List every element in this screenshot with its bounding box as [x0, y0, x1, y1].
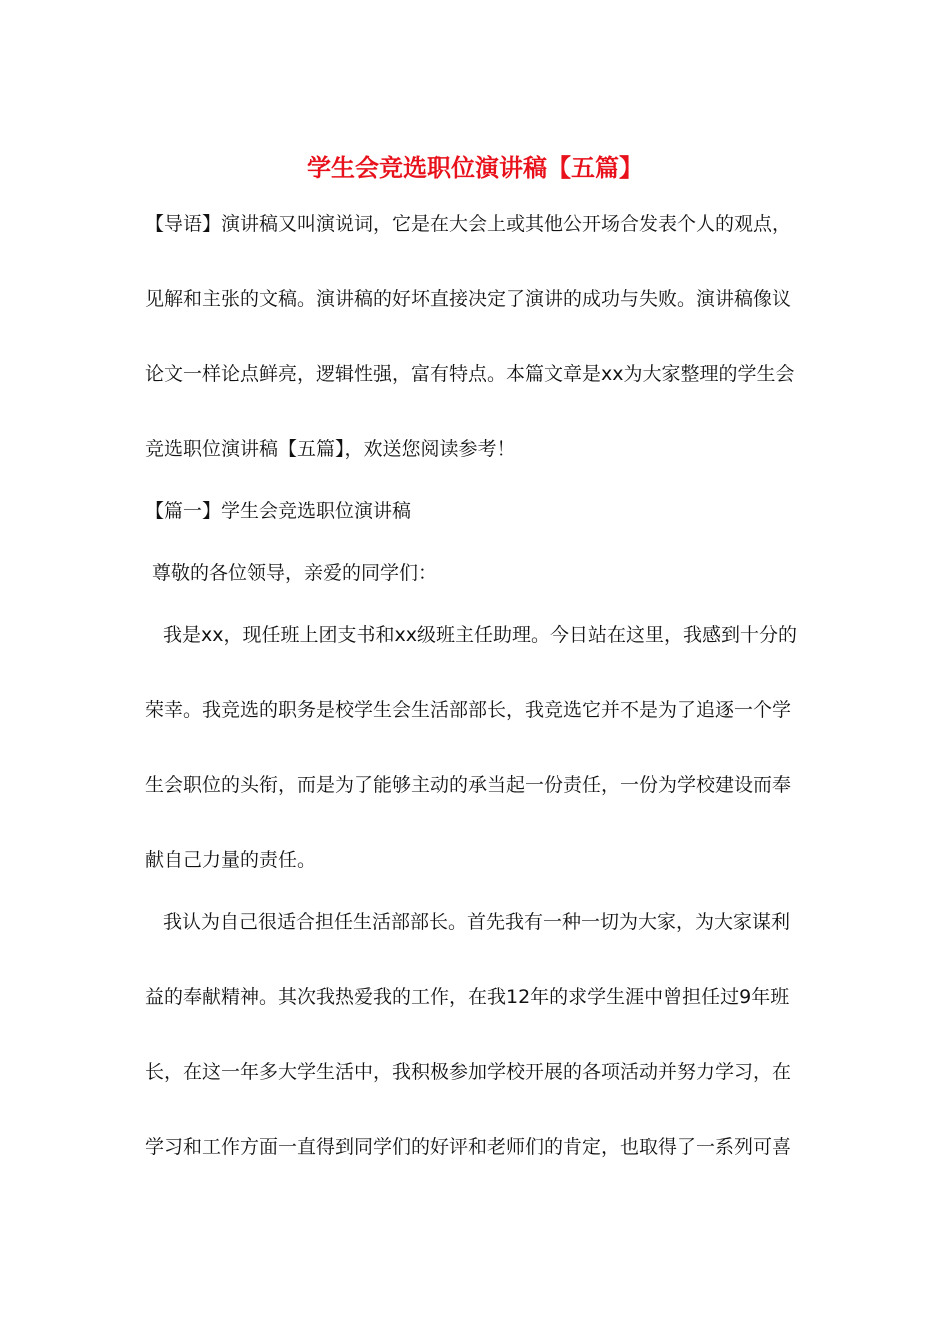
- intro-line: 论文一样论点鲜亮，逻辑性强，富有特点。本篇文章是xx为大家整理的学生会: [145, 363, 795, 385]
- paragraph-line: 荣幸。我竞选的职务是校学生会生活部部长，我竞选它并不是为了追逐一个学: [145, 699, 792, 721]
- intro-line: 竞选职位演讲稿【五篇】，欢送您阅读参考！: [145, 438, 516, 460]
- paragraph-line: 长，在这一年多大学生活中，我积极参加学校开展的各项活动并努力学习，在: [145, 1061, 792, 1083]
- paragraph-line: 益的奉献精神。其次我热爱我的工作，在我12年的求学生涯中曾担任过9年班: [145, 986, 790, 1008]
- paragraph-line: 献自己力量的责任。: [145, 849, 317, 871]
- paragraph-line: 我认为自己很适合担任生活部部长。首先我有一种一切为大家，为大家谋利: [163, 911, 791, 933]
- intro-line: 见解和主张的文稿。演讲稿的好坏直接决定了演讲的成功与失败。演讲稿像议: [145, 288, 792, 310]
- paragraph-line: 我是xx，现任班上团支书和xx级班主任助理。今日站在这里，我感到十分的: [163, 624, 797, 646]
- section-heading: 【篇一】学生会竞选职位演讲稿: [145, 500, 412, 522]
- paragraph-line: 生会职位的头衔，而是为了能够主动的承当起一份责任，一份为学校建设而奉: [145, 774, 792, 796]
- paragraph-line: 学习和工作方面一直得到同学们的好评和老师们的肯定，也取得了一系列可喜: [145, 1136, 792, 1158]
- intro-line: 【导语】演讲稿又叫演说词，它是在大会上或其他公开场合发表个人的观点，: [145, 213, 792, 235]
- greeting: 尊敬的各位领导，亲爱的同学们：: [152, 562, 438, 584]
- document-title: 学生会竞选职位演讲稿【五篇】: [307, 154, 643, 182]
